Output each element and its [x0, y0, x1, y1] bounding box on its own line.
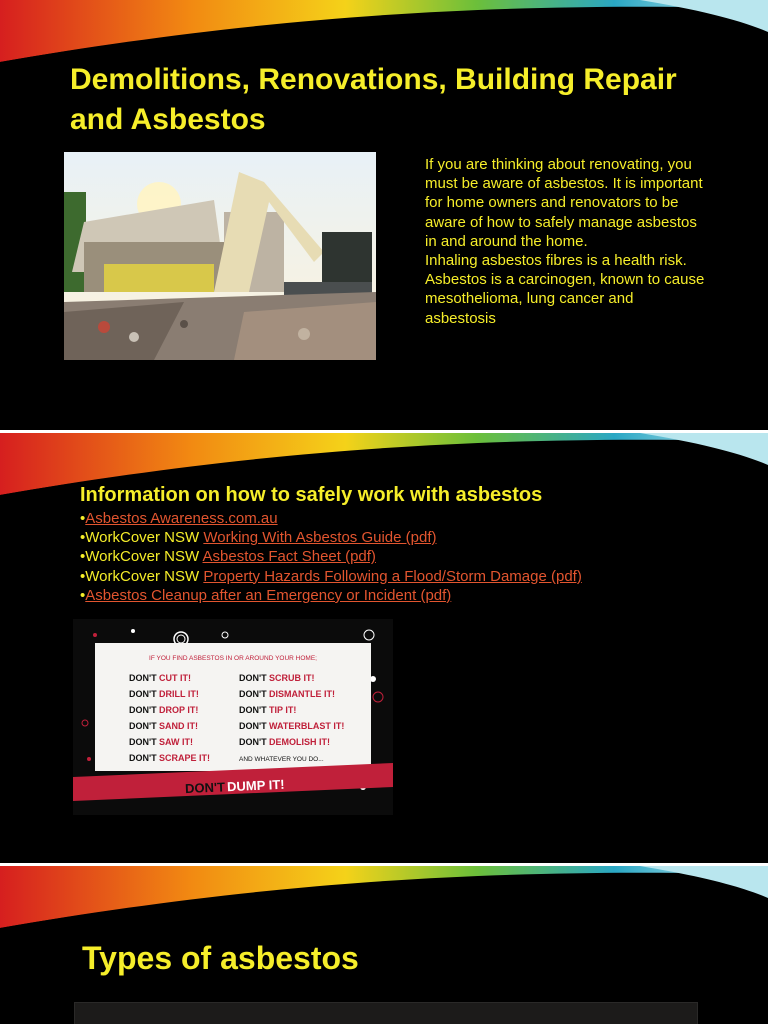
poster-item: CUT IT!: [159, 673, 191, 683]
list-item: •WorkCover NSW Asbestos Fact Sheet (pdf): [80, 548, 376, 566]
poster-heading: IF YOU FIND ASBESTOS IN OR AROUND YOUR HOME;: [149, 655, 317, 662]
resource-list: [80, 509, 700, 605]
poster-item: SAND IT!: [159, 721, 198, 731]
slide-2-title: Information on how to safely work with asbestos: [80, 484, 543, 506]
paragraph: Inhaling asbestos fibres is a health risk. Asbestos is a carcinogen, known to cause mesothelioma, lung cancer and asbestosis: [425, 252, 705, 327]
poster-item: SAW IT!: [159, 737, 193, 747]
poster-dont-label: DON'T: [239, 689, 267, 699]
property-hazards-link[interactable]: Property Hazards Following a Flood/Storm Damage (pdf): [203, 567, 582, 585]
slide-1-title: Demolitions, Renovations, Building Repair and Asbestos: [70, 63, 677, 136]
poster-dont-label: DON'T: [129, 737, 157, 747]
asbestos-awareness-link[interactable]: Asbestos Awareness.com.au: [85, 510, 278, 527]
list-item: •Asbestos Awareness.com.au: [80, 510, 278, 527]
slide-3: [0, 866, 768, 1024]
poster-dont-label: DON'T: [129, 753, 157, 763]
poster-item: DRILL IT!: [159, 689, 199, 699]
poster-item: TIP IT!: [269, 705, 297, 715]
slide-2: [0, 433, 768, 863]
working-with-asbestos-guide-link[interactable]: Working With Asbestos Guide (pdf): [203, 529, 437, 547]
poster-dont-label: DON'T: [129, 673, 157, 683]
list-item: •WorkCover NSW Property Hazards Following a Flood/Storm Damage (pdf): [80, 567, 582, 585]
list-item: •WorkCover NSW Working With Asbestos Guide (pdf): [80, 529, 437, 547]
poster-banner-text: DUMP IT!: [226, 776, 285, 795]
poster-item: DEMOLISH IT!: [269, 737, 330, 747]
poster-dont-label: DON'T: [129, 689, 157, 699]
poster-item: DISMANTLE IT!: [269, 689, 335, 699]
poster-dont-label: DON'T: [239, 673, 267, 683]
asbestos-types-table: [74, 1002, 698, 1024]
slide-1-body: [425, 155, 705, 328]
paragraph: If you are thinking about renovating, you must be aware of asbestos. It is important for home owners and renovators to be aware of how to safely manage asbestos in and around the home.: [425, 156, 703, 250]
poster-banner-dont: DON'T: [184, 779, 226, 797]
slide-3-title: Types of asbestos: [82, 940, 359, 976]
slide-1: [0, 0, 768, 430]
asbestos-cleanup-link[interactable]: Asbestos Cleanup after an Emergency or Incident (pdf): [85, 586, 452, 604]
list-item: •Asbestos Cleanup after an Emergency or Incident (pdf): [80, 586, 452, 604]
dont-poster: [73, 619, 393, 815]
poster-dont-label: DON'T: [239, 721, 267, 731]
poster-dont-label: DON'T: [129, 721, 157, 731]
poster-item: WATERBLAST IT!: [269, 721, 345, 731]
asbestos-fact-sheet-link[interactable]: Asbestos Fact Sheet (pdf): [202, 548, 376, 566]
poster-footer-note: AND WHATEVER YOU DO...: [239, 756, 324, 763]
decorative-swoosh: [0, 866, 768, 936]
poster-item: SCRUB IT!: [269, 673, 315, 683]
poster-dont-label: DON'T: [239, 737, 267, 747]
poster-dont-label: DON'T: [239, 705, 267, 715]
poster-item: DROP IT!: [159, 705, 199, 715]
poster-dont-label: DON'T: [129, 705, 157, 715]
poster-item: SCRAPE IT!: [159, 753, 211, 763]
demolition-photo: [64, 152, 376, 360]
